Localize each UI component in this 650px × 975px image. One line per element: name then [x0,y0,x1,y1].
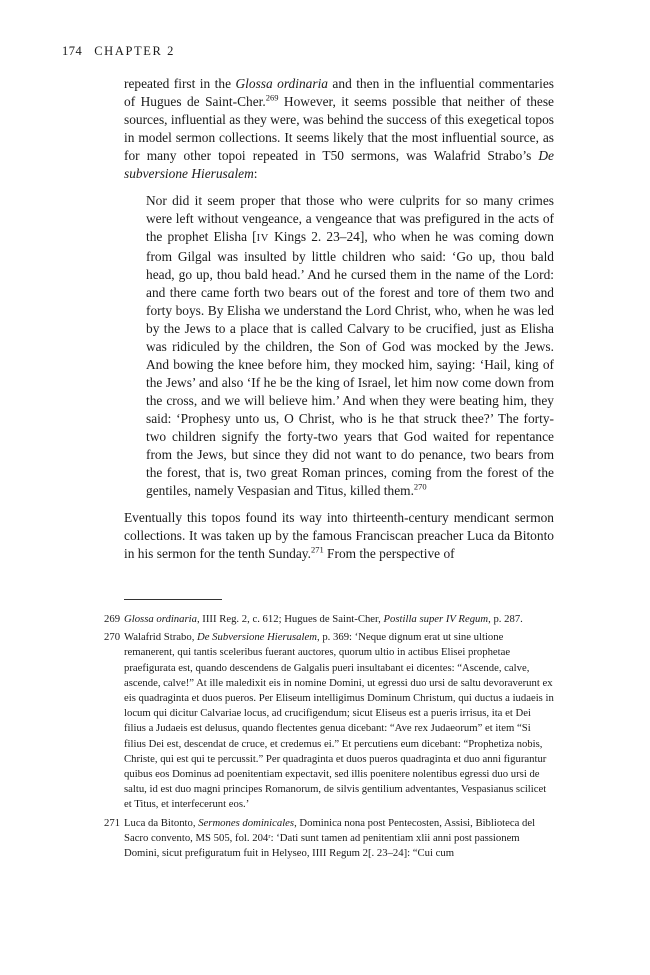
footnotes [104,612,554,864]
text-run: However, it seems possible that neither of these sources, influential as they were, was behind the success of this exegetical topos in model sermon collections. It seems likely that the most influential source, as for many other topoi repeated in T50 sermons, was Walafrid Strabo’s [124,94,554,163]
footnote-ref-271[interactable]: 271 [310,544,324,555]
footnote-text [124,630,554,812]
text-run: Walafrid Strabo, [124,631,198,644]
footnote-271 [104,816,554,862]
quote-text: Nor did it seem proper that those who were culprits for so many crimes were left without vengeance, a vengeance that was prefigured in the acts of the prophet Elisha [ [146,193,554,244]
italic-title: Glossa ordinaria [124,613,197,625]
italic-title: Postilla super IV Regum [383,613,489,625]
footnote-rule [124,599,222,600]
italic-title: Sermones dominicales [198,816,295,829]
title-glossa: Glossa ordinaria [235,76,328,91]
footnote-number: 269 [104,613,121,625]
text-run: Luca da Bitonto, [124,816,199,829]
text-run: and then in the influential commentaries of Hugues de Saint-Cher. [124,76,554,109]
running-head [62,44,175,59]
footnote-ref-269[interactable]: 269 [265,92,279,103]
text-run: , p. 369: ‘Neque dignum erat ut sine ultione remanerent, qui tantis sceleribus fuerant auctores, quorum ultio in actibus Elisei prophetae praefigurata est, quando descendens de Galgalis pueri insultabant ei dicentes: “Ascende, calve, ascende, calve!” At ille maledixit eis in nomine Domini, ut egressi duo ursi de saltu devoraverunt ex eis quadraginta et duos pueros. Per Eliseum intelligimus Dominum Christum, qui ductus a iudaeis in locum qui dicitur Calvariae locus, ad crucifigendum; sicut Eliseus est a pueris irrisus, ita et Dei filius a Judaeis est delusus, quando flectentes genua dicebant: “Ave rex Judaeorum” et item “Si filius Dei est, descendat de cruce, et credemus ei.” Et percutiens eum dicebant: “Prophetiza nobis, Christe, qui est qui te percussit.” Per quadraginta et duos pueros quadraginta et duo anni figurantur quibus eos Dominus ad poenitentiam expectavit, sed illis poenitere nolentibus egressi duo ursi de saltu, id est duo magni principes Romanorum, de silvis gentilium adventantes, Vespasianus scilicet et Titus, et interfecerunt eos.’ [124,631,554,811]
footnote-text [124,816,554,862]
page-number: 174 [62,44,83,58]
text-run: Eventually this topos found its way into thirteenth-century mendicant sermon collections. It was taken up by the famous Franciscan preacher Luca da Bitonto in his sermon for the tenth Sunday. [124,510,554,561]
footnote-number: 270 [104,631,121,644]
block-quote [146,192,554,500]
footnote-ref-270[interactable]: 270 [413,481,427,492]
paragraph-1 [124,75,554,183]
text-run: repeated first in the [124,76,236,91]
footnote-270 [104,630,554,812]
footnote-269 [104,612,554,627]
text-run: , Dominica nona post Pentecosten, Assisi, Biblioteca del Sacro convento, MS 505, fol. 204ʳ: ‘Dati sunt tamen ad penitentiam xlii anni post passionem Domini, sicut prefiguratum fuit in Helyseo, IIII Regum 2[. 23–24]: “Cui cum [124,816,536,860]
main-text [124,75,554,563]
text-run: , IIII Reg. 2, c. 612; Hugues de Saint-Cher, [196,613,384,625]
footnote-text [124,612,554,627]
text-run: , p. 287. [488,613,523,625]
title-de-subversione: De subversione Hierusalem [124,148,554,181]
quote-text: Kings 2. 23–24], who when he was coming down from Gilgal was insulted by little children who said: ‘Go up, thou bald head, go up, thou bald head.’ And he cursed them in the name of the Lord: and there came forth two bears out of the forest and tore of them two and forty boys. By Elisha we understand the Lord Christ, who, when he was led by the Jews to a place that is called Calvary to be crucified, just as Elisha was ridiculed by the children, the Son of God was mocked by the Jews. And bowing the knee before him, they mocked him, saying: ‘Hail, king of the Jews’ and also ‘If he be the king of Israel, let him now come down from the cross, and we will believe him.’ And when they were beating him, they said: ‘Prophesy unto us, O Christ, who is he that struck thee?’ The forty-two children signify the forty-two years that God waited for repentance from the Jews, but since they did not want to do penance, two bears from the forest, that is, two great Roman princes, coming from the forest of the gentiles, namely Vespasian and Titus, killed them. [146,229,554,498]
small-caps-numeral: IV [256,233,269,244]
paragraph-2 [124,509,554,563]
text-run: : [253,166,258,181]
italic-title: De Subversione Hierusalem [197,631,317,644]
footnote-number: 271 [104,816,121,829]
chapter-label: CHAPTER 2 [94,44,175,58]
text-run: From the perspective of [323,546,455,561]
